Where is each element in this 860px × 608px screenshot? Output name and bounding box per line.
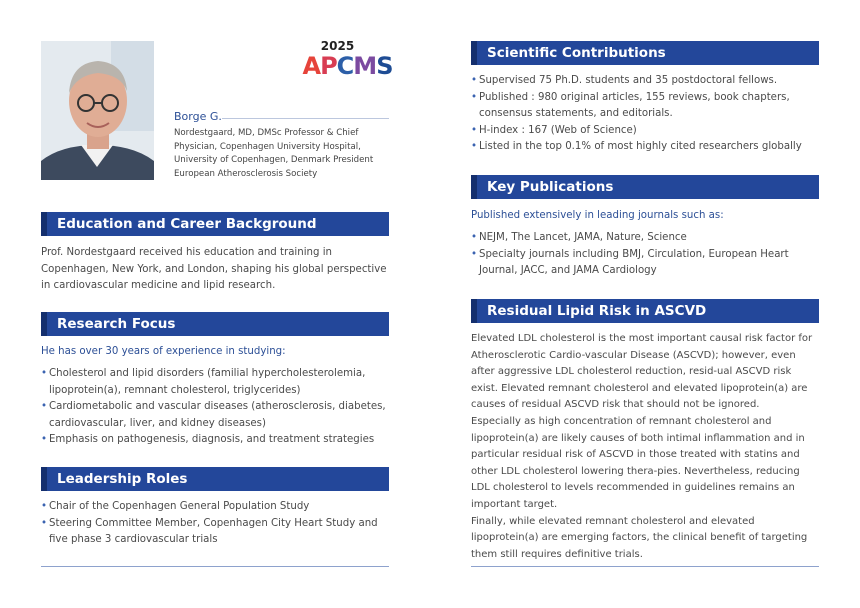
- speaker-bio: Nordestgaard, MD, DMSc Professor & Chief Physician, Copenhagen University Hospital, University of Copenhagen, Denmark President European Atherosclerosis Society: [174, 128, 374, 179]
- publications-list: [471, 230, 819, 280]
- list-item: • Specialty journals including BMJ, Circulation, European Heart Journal, JACC, and JAMA Cardiology: [471, 248, 789, 277]
- contributions-heading: Scientific Contributions: [471, 41, 819, 65]
- list-item: • Cardiometabolic and vascular diseases (atherosclerosis, diabetes, cardiovascular, liver, and kidney diseases): [41, 401, 386, 429]
- divider: [222, 118, 389, 119]
- education-heading: Education and Career Background: [41, 212, 389, 236]
- residual-text: Elevated LDL cholesterol is the most important causal risk factor for Atherosclerotic Cardio-vascular Disease (ASCVD); however, even after aggressive LDL cholesterol reduction, resid-ual ASCVD risk exist. Elevated remnant cholesterol and elevated lipoprotein(a) are causes of residual ASCVD risk that should not be ignored. Especially as high concentration of remnant cholesterol and lipoprotein(a) are likely causes of both intimal inflammation and in particular residual risk of ASCVD in those treated with statins and other LDL cholesterol lowering thera-pies. Nevertheless, reducing LDL cholesterol to levels recommended in guidelines remains an important target. Finally, while elevated remnant cholesterol and elevated lipoprotein(a) are emerging factors, the clinical benefit of targeting them still requires definitive trials.: [471, 333, 813, 560]
- research-list: [41, 366, 389, 449]
- leadership-heading: Leadership Roles: [41, 467, 389, 491]
- logo-year: 2025: [320, 39, 355, 53]
- education-text: Prof. Nordestgaard received his education and training in Copenhagen, New York, and London, shaping his global perspective in cardiovascular medicine and lipid research.: [41, 247, 387, 292]
- footer-divider: [41, 566, 389, 567]
- leadership-list: [41, 499, 389, 549]
- research-heading: Research Focus: [41, 312, 389, 336]
- logo-wordmark: APCMS: [302, 52, 393, 80]
- research-lead: He has over 30 years of experience in studying:: [41, 346, 286, 357]
- publications-heading: Key Publications: [471, 175, 819, 199]
- publications-lead: Published extensively in leading journals such as:: [471, 210, 724, 221]
- residual-heading: Residual Lipid Risk in ASCVD: [471, 299, 819, 323]
- contributions-list: [471, 73, 819, 156]
- list-item: • H-index : 167 (Web of Science): [471, 124, 637, 136]
- list-item: • Listed in the top 0.1% of most highly cited researchers globally: [471, 141, 802, 153]
- list-item: • Emphasis on pathogenesis, diagnosis, and treatment strategies: [41, 434, 375, 446]
- list-item: • Steering Committee Member, Copenhagen City Heart Study and five phase 3 cardiovascular trials: [41, 517, 378, 546]
- footer-divider: [471, 566, 819, 567]
- speaker-name: Borge G.: [174, 110, 222, 123]
- list-item: • Supervised 75 Ph.D. students and 35 postdoctoral fellows.: [471, 75, 778, 86]
- apcms-logo: [300, 40, 395, 80]
- list-item: • Chair of the Copenhagen General Population Study: [41, 501, 310, 512]
- list-item: • NEJM, The Lancet, JAMA, Nature, Science: [471, 232, 687, 243]
- list-item: • Published : 980 original articles, 155 reviews, book chapters, consensus statements, and editorials.: [471, 91, 790, 120]
- list-item: • Cholesterol and lipid disorders (familial hypercholesterolemia, lipoprotein(a), remnant cholesterol, triglycerides): [41, 368, 366, 396]
- speaker-photo: [41, 41, 154, 180]
